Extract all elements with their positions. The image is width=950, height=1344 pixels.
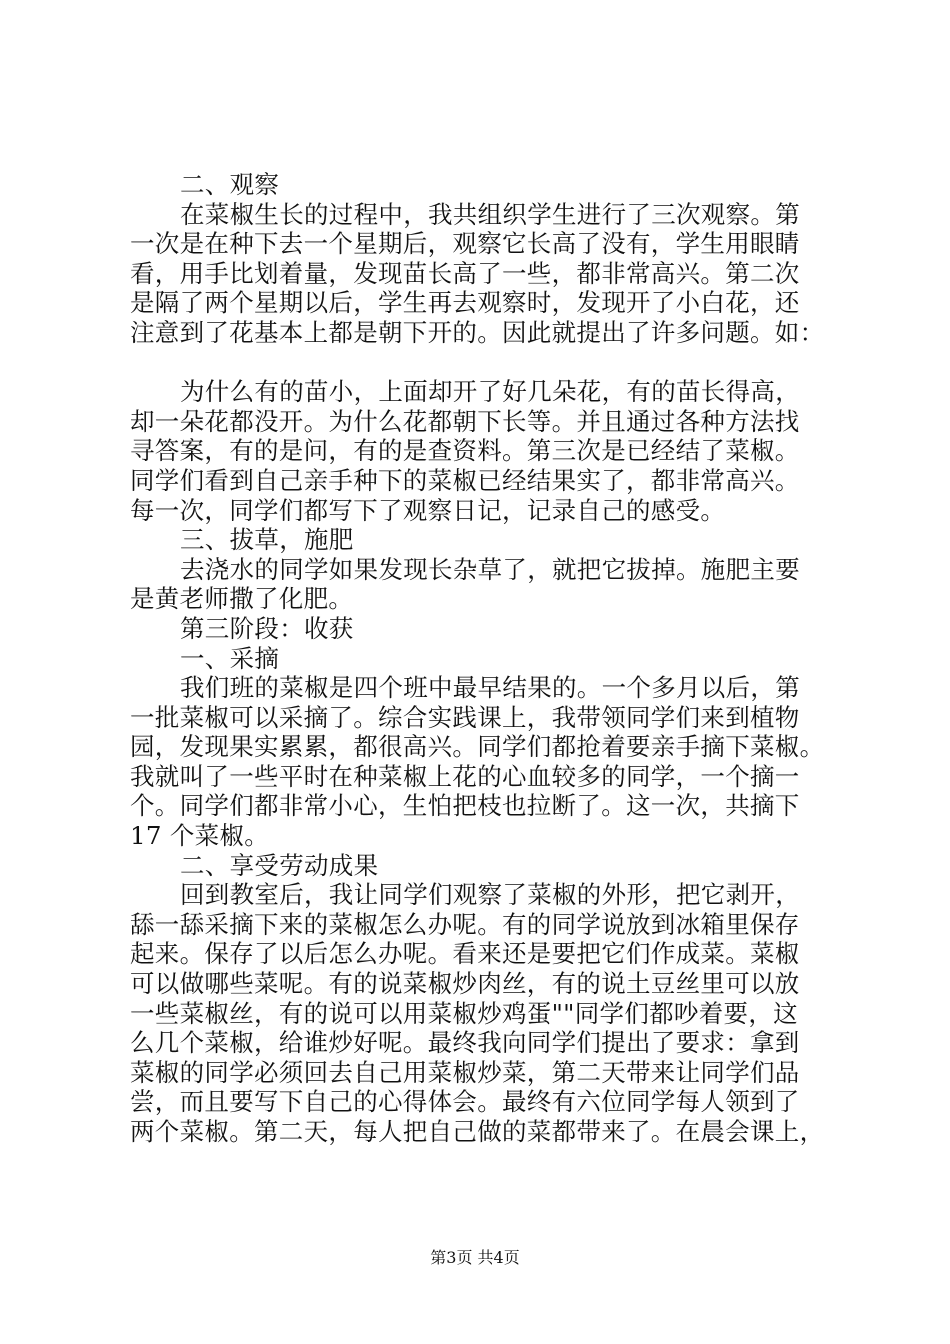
page-footer: 第3页 共4页 — [430, 1248, 520, 1267]
text-line: 我们班的菜椒是四个班中最早结果的。一个多月以后，第 — [180, 673, 800, 703]
text-line: 舔一舔采摘下来的菜椒怎么办呢。有的同学说放到冰箱里保存 — [130, 909, 800, 939]
text-line: 回到教室后，我让同学们观察了菜椒的外形，把它剥开， — [180, 880, 800, 910]
text-line: 17 个菜椒。 — [130, 821, 270, 851]
text-line: 两个菜椒。第二天，每人把自己做的菜都带来了。在晨会课上， — [130, 1117, 825, 1146]
text-line: 去浇水的同学如果发现长杂草了，就把它拔掉。施肥主要 — [180, 554, 800, 584]
text-line: 是隔了两个星期以后，学生再去观察时，发现开了小白花，还 — [130, 288, 800, 318]
text-line: 看，用手比划着量，发现苗长高了一些，都非常高兴。第二次 — [130, 258, 800, 288]
text-line: 为什么有的苗小，上面却开了好几朵花，有的苗长得高， — [180, 377, 800, 407]
text-line: 我就叫了一些平时在种菜椒上花的心血较多的同学，一个摘一 — [130, 761, 800, 791]
text-line: 二、观察 — [180, 170, 280, 199]
text-line: 可以做哪些菜呢。有的说菜椒炒肉丝，有的说土豆丝里可以放 — [130, 969, 800, 999]
text-line: 园，发现果实累累，都很高兴。同学们都抢着要亲手摘下菜椒。 — [130, 732, 825, 762]
text-line: 一批菜椒可以采摘了。综合实践课上，我带领同学们来到植物 — [130, 702, 800, 732]
document-body — [130, 170, 830, 1147]
text-line: 一些菜椒丝，有的说可以用菜椒炒鸡蛋""同学们都吵着要，这 — [130, 998, 798, 1028]
text-line: 每一次，同学们都写下了观察日记，记录自己的感受。 — [130, 495, 726, 525]
text-line: 一、采摘 — [180, 643, 280, 673]
text-line: 三、拔草，施肥 — [180, 525, 354, 555]
text-line: 寻答案，有的是问，有的是查资料。第三次是已经结了菜椒。 — [130, 436, 800, 466]
text-line — [130, 348, 830, 378]
text-line: 个。同学们都非常小心，生怕把枝也拉断了。这一次，共摘下 — [130, 791, 800, 821]
text-line: 么几个菜椒，给谁炒好呢。最终我向同学们提出了要求：拿到 — [130, 1028, 800, 1058]
text-line: 是黄老师撒了化肥。 — [130, 584, 354, 614]
text-line: 注意到了花基本上都是朝下开的。因此就提出了许多问题。如： — [130, 317, 825, 347]
text-line: 在菜椒生长的过程中，我共组织学生进行了三次观察。第 — [180, 199, 800, 229]
text-line: 尝，而且要写下自己的心得体会。最终有六位同学每人领到了 — [130, 1087, 800, 1117]
text-line: 第三阶段：收获 — [180, 613, 354, 643]
text-line: 同学们看到自己亲手种下的菜椒已经结果实了，都非常高兴。 — [130, 465, 800, 495]
text-line: 起来。保存了以后怎么办呢。看来还是要把它们作成菜。菜椒 — [130, 939, 800, 969]
text-line: 二、享受劳动成果 — [180, 850, 379, 880]
text-line: 菜椒的同学必须回去自己用菜椒炒菜，第二天带来让同学们品 — [130, 1057, 800, 1087]
text-line: 一次是在种下去一个星期后，观察它长高了没有，学生用眼睛 — [130, 229, 800, 259]
text-line: 却一朵花都没开。为什么花都朝下长等。并且通过各种方法找 — [130, 406, 800, 436]
